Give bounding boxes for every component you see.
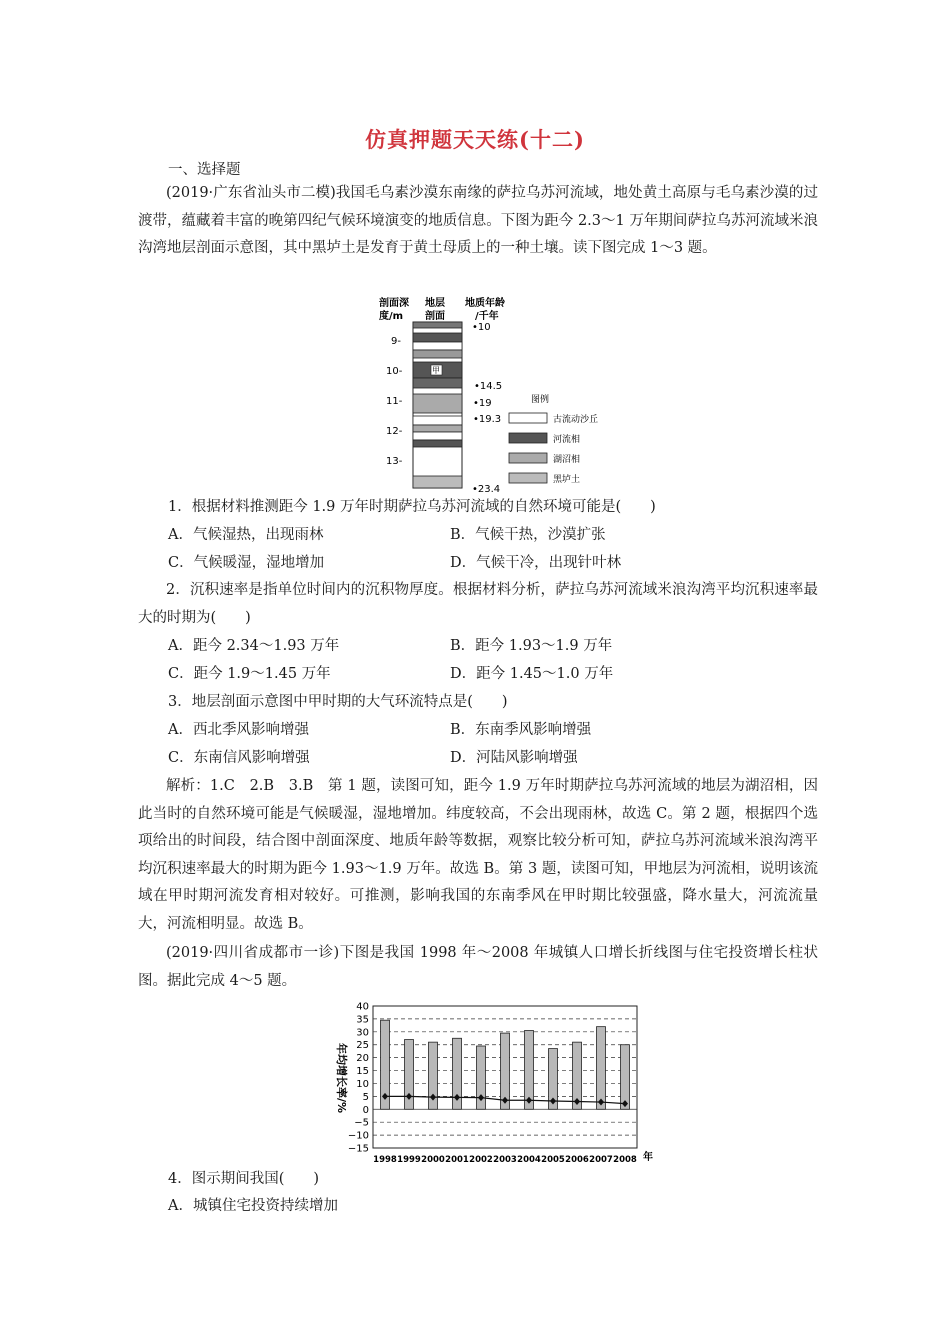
x-tick-label: 2000 [421, 1155, 445, 1165]
depth-9: 9- [391, 336, 401, 347]
age-14-5: •14.5 [474, 381, 503, 392]
bar-2008 [621, 1045, 630, 1110]
strat-header-age: 地质年龄 [465, 298, 505, 309]
strat-header-section-2: 剖面 [425, 311, 445, 322]
x-tick-label: 2005 [541, 1155, 565, 1165]
x-tick-label: 2008 [613, 1155, 637, 1165]
y-tick-label: 25 [356, 1040, 369, 1052]
layer-river-1 [413, 333, 462, 342]
q1-option-d: D．气候干冷，出现针叶林 [450, 555, 622, 571]
layer-black-soil [413, 476, 462, 488]
x-tick-label: 2001 [445, 1155, 469, 1165]
q1-option-c: C．气候暖湿，湿地增加 [168, 555, 325, 571]
legend-river: 河流相 [553, 435, 581, 445]
depth-12: 12- [386, 426, 403, 437]
depth-11: 11- [386, 396, 403, 407]
q3-stem: 3．地层剖面示意图中甲时期的大气环流特点是( ) [168, 694, 508, 710]
age-23-4: •23.4 [472, 484, 501, 495]
y-tick-label: −10 [347, 1130, 369, 1142]
chart-x-unit: 年 [643, 1152, 653, 1163]
x-tick-label: 2006 [565, 1155, 589, 1165]
section-heading: 一、选择题 [168, 162, 241, 178]
q3-option-c: C．东南信风影响增强 [168, 750, 310, 766]
strat-header-section: 地层 [425, 298, 445, 309]
x-tick-label: 2002 [469, 1155, 493, 1165]
stratigraphic-figure [375, 292, 625, 498]
y-tick-label: 0 [362, 1104, 369, 1116]
y-tick-label: 5 [362, 1091, 369, 1103]
y-tick-label: 15 [356, 1066, 369, 1078]
q2-option-c: C．距今 1.9～1.45 万年 [168, 666, 331, 682]
q2-stem: 2．沉积速率是指单位时间内的沉积物厚度。根据材料分析，萨拉乌苏河流域米浪沟湾平均沉积速率最大的时期为( ) [138, 582, 818, 626]
q4-option-a: A．城镇住宅投资持续增加 [168, 1198, 338, 1214]
q2-option-d: D．距今 1.45～1.0 万年 [450, 666, 614, 682]
strat-header-age-unit: /千年 [475, 311, 499, 322]
q3-option-b: B．东南季风影响增强 [450, 722, 592, 738]
q3-option-d: D．河陆风影响增强 [450, 750, 578, 766]
q1-option-b: B．气候干热，沙漠扩张 [450, 527, 606, 543]
q1-option-a: A．气候湿热，出现雨林 [168, 527, 324, 543]
layer-jia-label: 甲 [432, 366, 440, 375]
q2-option-b: B．距今 1.93～1.9 万年 [450, 638, 613, 654]
bar-2007 [597, 1027, 606, 1110]
depth-10: 10- [386, 366, 403, 377]
legend-black-soil: 黑垆土 [553, 475, 581, 485]
y-tick-label: 40 [356, 1001, 369, 1013]
q2-option-a: A．距今 2.34～1.93 万年 [168, 638, 340, 654]
x-tick-label: 2007 [589, 1155, 613, 1165]
q3-option-a: A．西北季风影响增强 [168, 722, 309, 738]
y-tick-label: 20 [356, 1053, 369, 1065]
depth-13: 13- [386, 456, 403, 467]
strat-header-depth-unit: 度/m [379, 311, 404, 322]
y-tick-label: 30 [356, 1027, 369, 1039]
age-10: •10 [472, 322, 491, 333]
y-tick-label: −15 [347, 1143, 369, 1155]
page-title: 仿真押题天天练(十二) [365, 127, 585, 152]
y-tick-label: −5 [354, 1117, 369, 1129]
strat-header-depth: 剖面深 [379, 298, 409, 309]
layer-lake-2 [413, 394, 462, 413]
age-19-3: •19.3 [473, 414, 502, 425]
legend-title: 图例 [531, 395, 550, 405]
y-tick-label: 35 [356, 1014, 369, 1026]
age-19: •19 [473, 398, 492, 409]
q4-stem: 4．图示期间我国( ) [168, 1171, 320, 1187]
x-tick-label: 2004 [517, 1155, 541, 1165]
layer-lake-top [413, 322, 462, 328]
x-tick-label: 1998 [373, 1155, 397, 1165]
y-tick-label: 10 [356, 1078, 369, 1090]
layer-lake-1 [413, 350, 462, 358]
legend-dune: 古流动沙丘 [553, 415, 599, 425]
population-investment-chart [325, 996, 655, 1168]
x-tick-label: 2003 [493, 1155, 517, 1165]
legend-lake: 湖沼相 [553, 455, 581, 465]
chart-y-axis-label: 年均增长率/% [335, 1042, 348, 1114]
intro-paragraph-2: (2019·四川省成都市一诊)下图是我国 1998 年～2008 年城镇人口增长折线图与住宅投资增长柱状图。据此完成 4～5 题。 [138, 945, 818, 989]
intro-paragraph-1: (2019·广东省汕头市二模)我国毛乌素沙漠东南缘的萨拉乌苏河流域，地处黄土高原与毛乌素沙漠的过渡带，蕴藏着丰富的晚第四纪气候环境演变的地质信息。下图为距今 2.3～1 万年期间萨拉乌苏河流域米浪沟湾地层剖面示意图，其中黑垆土是发育于黄土母质上的一种土壤。读下图完成 1～3 题。 [138, 185, 818, 256]
x-tick-label: 1999 [397, 1155, 421, 1165]
q1-stem: 1．根据材料推测距今 1.9 万年时期萨拉乌苏河流域的自然环境可能是( ) [168, 499, 656, 515]
layer-river-2 [413, 440, 462, 447]
analysis-paragraph: 解析：1.C 2.B 3.B 第 1 题，读图可知，距今 1.9 万年时期萨拉乌苏河流域的地层为湖沼相，因此当时的自然环境可能是气候暖湿，湿地增加。纬度较高，不会出现雨林，故选 C。第 2 题，根据四个选项给出的时间段，结合图中剖面深度、地质年龄等数据，观察比较分析可知，萨拉乌苏河流域米浪沟湾平均沉积速率最大的时期为距今 1.93～1.9 万年。故选 B。第 3 题，读图可知，甲地层为河流相，说明该流域在甲时期河流发育相对较好。可推测，影响我国的东南季风在甲时期比较强盛，降水量大，河流流量大，河流相明显。故选 B。 [138, 778, 818, 932]
